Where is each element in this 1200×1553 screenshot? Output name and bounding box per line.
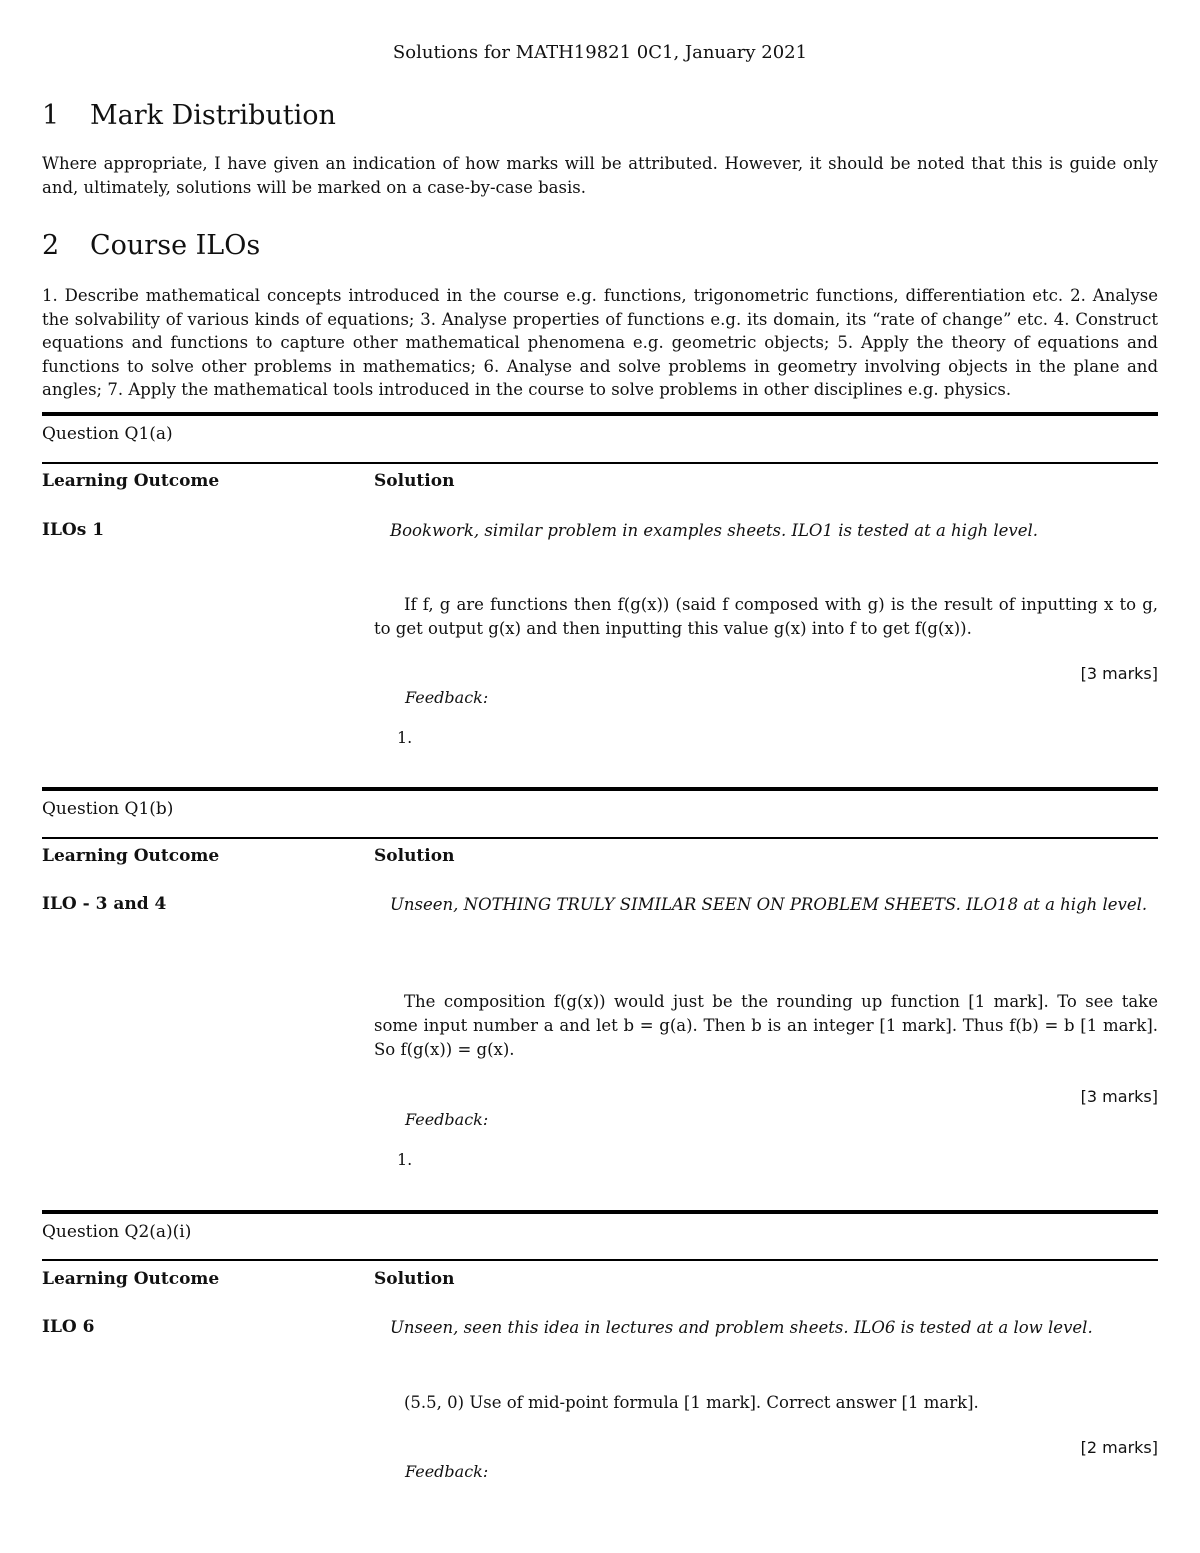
ilo-label: ILOs 1: [42, 520, 105, 540]
solution-header: Solution: [374, 471, 455, 491]
section-heading-course-ilos: [42, 230, 260, 261]
solution-text: If f, g are functions then f(g(x)) (said f composed with g) is the result of inputting x to g, to get output g(x) and then inputting this value g(x) into f to get f(g(x)).: [374, 595, 1158, 638]
section-number: 1: [42, 100, 60, 131]
solution-header: Solution: [374, 1269, 455, 1289]
feedback-item: 1.: [397, 1150, 413, 1169]
question-header-rule: [42, 462, 1158, 464]
ilo-label: ILO 6: [42, 1317, 95, 1337]
question-title: Question Q1(b): [42, 799, 174, 819]
document-header: Solutions for MATH19821 0C1, January 2021: [392, 42, 808, 63]
marks-label: [2 marks]: [1080, 1438, 1158, 1457]
feedback-label: Feedback:: [405, 1110, 489, 1129]
learning-outcome-header: Learning Outcome: [42, 846, 220, 866]
question-title: Question Q2(a)(i): [42, 1222, 192, 1242]
question-note: Unseen, NOTHING TRULY SIMILAR SEEN ON PROBLEM SHEETS. ILO18 at a high level.: [390, 895, 1148, 914]
marks-label: [3 marks]: [1080, 1087, 1158, 1106]
section-title: Course ILOs: [90, 230, 261, 261]
question-note: Unseen, seen this idea in lectures and problem sheets. ILO6 is tested at a low level.: [390, 1318, 1093, 1337]
solution-text: (5.5, 0) Use of mid-point formula [1 mark]. Correct answer [1 mark].: [404, 1393, 979, 1412]
feedback-item: 1.: [397, 728, 413, 747]
solution-text: The composition f(g(x)) would just be the rounding up function [1 mark]. To see take some input number a and let b = g(a). Then b is an integer [1 mark]. Thus f(b) = b [1 mark]. So f(g(x)) = g(x).: [374, 992, 1158, 1059]
feedback-label: Feedback:: [405, 688, 489, 707]
section-heading-mark-distribution: [42, 100, 336, 131]
learning-outcome-header: Learning Outcome: [42, 1269, 220, 1289]
question-header-rule: [42, 837, 1158, 839]
question-note: Bookwork, similar problem in examples sheets. ILO1 is tested at a high level.: [390, 521, 1039, 540]
question-header-rule: [42, 1259, 1158, 1261]
section-number: 2: [42, 230, 60, 261]
section-title: Mark Distribution: [90, 100, 336, 131]
question-top-rule: [42, 1210, 1158, 1214]
feedback-label: Feedback:: [405, 1462, 489, 1481]
learning-outcome-header: Learning Outcome: [42, 471, 220, 491]
marks-label: [3 marks]: [1080, 664, 1158, 683]
question-top-rule: [42, 787, 1158, 791]
question-title: Question Q1(a): [42, 424, 173, 444]
mark-distribution-text: Where appropriate, I have given an indication of how marks will be attributed. However, it should be noted that this is guide only and, ultimately, solutions will be marked on a case-by-case basis.: [42, 154, 1158, 197]
course-ilos-text: 1. Describe mathematical concepts introduced in the course e.g. functions, trigonometric functions, differentiation etc. 2. Analyse the solvability of various kinds of equations; 3. Analyse properties of functions e.g. its domain, its “rate of change” etc. 4. Construct equations and functions to capture other mathematical phenomena e.g. geometric objects; 5. Apply the theory of equations and functions to solve other problems in mathematics; 6. Analyse and solve problems in geometry involving objects in the plane and angles; 7. Apply the mathematical tools introduced in the course to solve problems in other disciplines e.g. physics.: [42, 286, 1158, 399]
question-top-rule: [42, 412, 1158, 416]
solution-header: Solution: [374, 846, 455, 866]
ilo-label: ILO - 3 and 4: [42, 894, 167, 914]
